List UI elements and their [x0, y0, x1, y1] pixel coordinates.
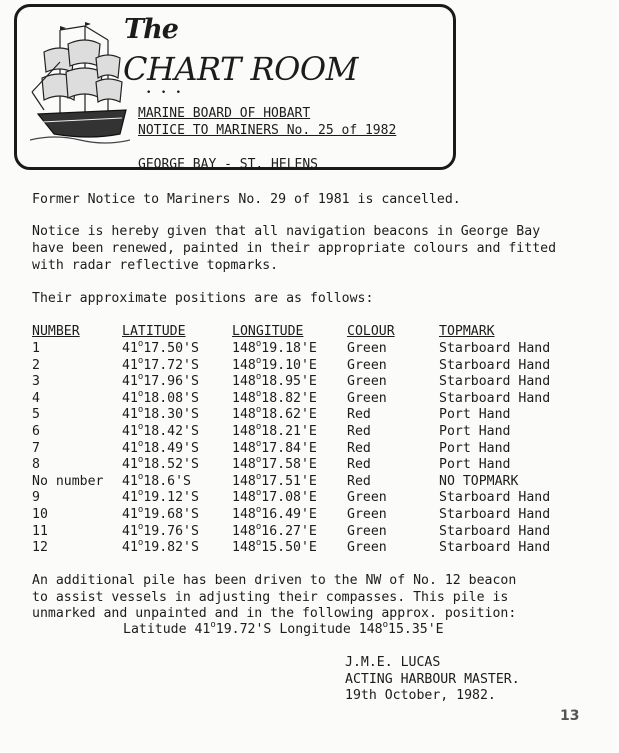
cell-latitude: 41$^o$18.52'S [122, 455, 199, 473]
cell-number: 5 [32, 407, 40, 423]
lat-degrees: 41 [122, 407, 138, 423]
cell-longitude: 148$^o$17.84'E [232, 438, 317, 456]
cell-longitude: 148$^o$17.58'E [232, 455, 317, 473]
cell-topmark: Starboard Hand [439, 374, 551, 390]
cell-longitude: 148$^o$15.50'E [232, 538, 317, 556]
cell-colour: Green [347, 341, 387, 356]
cell-number: 2 [32, 357, 40, 373]
cell-latitude: 41$^o$17.96'S [122, 372, 199, 390]
cell-longitude: 148$^o$16.27'E [232, 521, 317, 539]
cell-colour: Green [347, 374, 387, 390]
lat-minutes: 18.6'S [143, 473, 191, 489]
signature-date: 19th October, 1982. [345, 688, 496, 703]
lon-degrees: 148 [232, 473, 256, 489]
lon-degrees: 148 [232, 440, 256, 456]
cell-longitude: 148$^o$17.51'E [232, 471, 317, 489]
lat-degrees: 41 [122, 440, 138, 456]
cancel-statement: Former Notice to Mariners No. 29 of 1981 is cancelled. [32, 192, 461, 207]
cell-number: 10 [32, 507, 48, 522]
lon-degrees: 148 [232, 407, 256, 423]
lon-degrees: 148 [232, 357, 256, 373]
lon-degrees: 148 [232, 390, 256, 406]
lat-minutes: 19.76'S [143, 523, 199, 539]
ship-logo-icon [30, 22, 130, 152]
header-latitude: LATITUDE [122, 324, 186, 339]
cell-colour: Green [347, 490, 387, 506]
cell-longitude: 148$^o$16.49'E [232, 505, 317, 522]
lat-minutes: 18.42'S [143, 424, 199, 439]
cell-latitude: 41$^o$17.50'S [122, 339, 199, 356]
cell-latitude: 41$^o$17.72'S [122, 355, 199, 373]
cell-topmark: Port Hand [439, 457, 511, 473]
cell-colour: Green [347, 507, 387, 522]
notice-number: NOTICE TO MARINERS No. 25 of 1982 [138, 123, 397, 138]
pile-lon-min: 15.35'E [388, 622, 444, 637]
notice-subject: GEORGE BAY - ST. HELENS [138, 157, 319, 172]
cell-number: 1 [32, 341, 40, 356]
header-number: NUMBER [32, 324, 80, 339]
lon-degrees: 148 [232, 457, 256, 473]
pile-position: Latitude 41$^o$19.72'S Longitude 148$^o$15.35'E [123, 620, 444, 637]
cell-colour: Green [347, 357, 387, 373]
cell-topmark: Starboard Hand [439, 523, 551, 539]
cell-colour: Red [347, 440, 371, 456]
cell-colour: Red [347, 457, 371, 473]
pile-lon-deg: 148 [358, 622, 383, 637]
lat-degrees: 41 [122, 390, 138, 406]
pile-lat-label: Latitude [123, 622, 187, 637]
cell-topmark: NO TOPMARK [439, 473, 519, 489]
lat-degrees: 41 [122, 424, 138, 439]
cell-topmark: Starboard Hand [439, 507, 551, 522]
lon-degrees: 148 [232, 341, 256, 356]
page-number: 13 [560, 708, 580, 724]
lat-degrees: 41 [122, 473, 138, 489]
lon-minutes: 16.49'E [261, 507, 317, 522]
cell-topmark: Starboard Hand [439, 357, 551, 373]
cell-number: 4 [32, 390, 40, 406]
notice-line: Notice is hereby given that all navigation beacons in George Bay [32, 224, 541, 239]
notice-line: with radar reflective topmarks. [32, 258, 279, 273]
lat-minutes: 17.50'S [143, 341, 199, 356]
lon-minutes: 17.84'E [261, 440, 317, 456]
lat-degrees: 41 [122, 341, 138, 356]
cell-topmark: Starboard Hand [439, 341, 551, 356]
cell-latitude: 41$^o$18.6'S [122, 471, 191, 489]
cell-latitude: 41$^o$19.12'S [122, 488, 199, 506]
lat-degrees: 41 [122, 523, 138, 539]
logo-dots: • • • [146, 88, 184, 98]
cell-longitude: 148$^o$18.62'E [232, 405, 317, 423]
cell-number: 11 [32, 523, 48, 539]
cell-colour: Green [347, 523, 387, 539]
cell-number: 7 [32, 440, 40, 456]
cell-longitude: 148$^o$18.95'E [232, 372, 317, 390]
cell-latitude: 41$^o$19.68'S [122, 505, 199, 522]
cell-latitude: 41$^o$18.08'S [122, 388, 199, 406]
lon-degrees: 148 [232, 507, 256, 522]
cell-longitude: 148$^o$17.08'E [232, 488, 317, 506]
additional-line: unmarked and unpainted and in the following approx. position: [32, 606, 517, 621]
cell-colour: Red [347, 407, 371, 423]
cell-topmark: Port Hand [439, 407, 511, 423]
lat-minutes: 19.82'S [143, 540, 199, 556]
logo-chart-room: CHART ROOM [123, 50, 358, 88]
lon-minutes: 18.82'E [261, 390, 317, 406]
cell-longitude: 148$^o$19.10'E [232, 355, 317, 373]
cell-topmark: Starboard Hand [439, 390, 551, 406]
cell-number: 8 [32, 457, 40, 473]
pile-lat-min: 19.72'S [215, 622, 272, 637]
cell-latitude: 41$^o$19.76'S [122, 521, 199, 539]
lat-degrees: 41 [122, 357, 138, 373]
lon-minutes: 17.08'E [261, 490, 317, 506]
header-topmark: TOPMARK [439, 324, 495, 339]
cell-latitude: 41$^o$18.49'S [122, 438, 199, 456]
cell-topmark: Starboard Hand [439, 540, 551, 556]
cell-number: 6 [32, 424, 40, 439]
lon-degrees: 148 [232, 374, 256, 390]
lon-degrees: 148 [232, 523, 256, 539]
lon-minutes: 15.50'E [261, 540, 317, 556]
logo-the: The [124, 14, 178, 45]
lat-degrees: 41 [122, 540, 138, 556]
cell-latitude: 41$^o$18.30'S [122, 405, 199, 423]
notice-line: have been renewed, painted in their appropriate colours and fitted [32, 241, 557, 256]
lat-minutes: 18.49'S [143, 440, 199, 456]
signature-name: J.M.E. LUCAS [345, 655, 441, 670]
lon-minutes: 19.18'E [261, 341, 317, 356]
cell-colour: Green [347, 540, 387, 556]
lat-degrees: 41 [122, 457, 138, 473]
pile-lon-label: Longitude [279, 622, 351, 637]
pile-lat-deg: 41 [194, 622, 211, 637]
lon-minutes: 17.58'E [261, 457, 317, 473]
lat-minutes: 17.96'S [143, 374, 199, 390]
lat-degrees: 41 [122, 507, 138, 522]
signature-title: ACTING HARBOUR MASTER. [345, 672, 520, 687]
lat-degrees: 41 [122, 490, 138, 506]
cell-longitude: 148$^o$18.82'E [232, 388, 317, 406]
cell-topmark: Port Hand [439, 424, 511, 439]
lon-degrees: 148 [232, 424, 256, 439]
cell-number: 3 [32, 374, 40, 390]
header-longitude: LONGITUDE [232, 324, 304, 339]
additional-line: An additional pile has been driven to the NW of No. 12 beacon [32, 573, 517, 588]
cell-number: No number [32, 473, 104, 489]
lat-minutes: 18.52'S [143, 457, 199, 473]
lat-minutes: 19.68'S [143, 507, 199, 522]
header-colour: COLOUR [347, 324, 395, 339]
lat-minutes: 17.72'S [143, 357, 199, 373]
cell-colour: Red [347, 424, 371, 439]
lon-minutes: 17.51'E [261, 473, 317, 489]
lon-minutes: 18.95'E [261, 374, 317, 390]
cell-topmark: Starboard Hand [439, 490, 551, 506]
lat-minutes: 18.08'S [143, 390, 199, 406]
cell-colour: Green [347, 390, 387, 406]
lon-minutes: 19.10'E [261, 357, 317, 373]
lon-minutes: 16.27'E [261, 523, 317, 539]
lon-minutes: 18.62'E [261, 407, 317, 423]
additional-line: to assist vessels in adjusting their compasses. This pile is [32, 590, 509, 605]
lon-degrees: 148 [232, 540, 256, 556]
cell-latitude: 41$^o$18.42'S [122, 422, 199, 439]
cell-topmark: Port Hand [439, 440, 511, 456]
lat-minutes: 19.12'S [143, 490, 199, 506]
lat-minutes: 18.30'S [143, 407, 199, 423]
cell-number: 12 [32, 540, 48, 556]
board-title: MARINE BOARD OF HOBART [138, 106, 311, 121]
lon-degrees: 148 [232, 490, 256, 506]
lat-degrees: 41 [122, 374, 138, 390]
cell-number: 9 [32, 490, 40, 506]
cell-longitude: 148$^o$18.21'E [232, 422, 317, 439]
positions-intro: Their approximate positions are as follows: [32, 291, 374, 306]
lon-minutes: 18.21'E [261, 424, 317, 439]
cell-colour: Red [347, 473, 371, 489]
cell-longitude: 148$^o$19.18'E [232, 339, 317, 356]
cell-latitude: 41$^o$19.82'S [122, 538, 199, 556]
